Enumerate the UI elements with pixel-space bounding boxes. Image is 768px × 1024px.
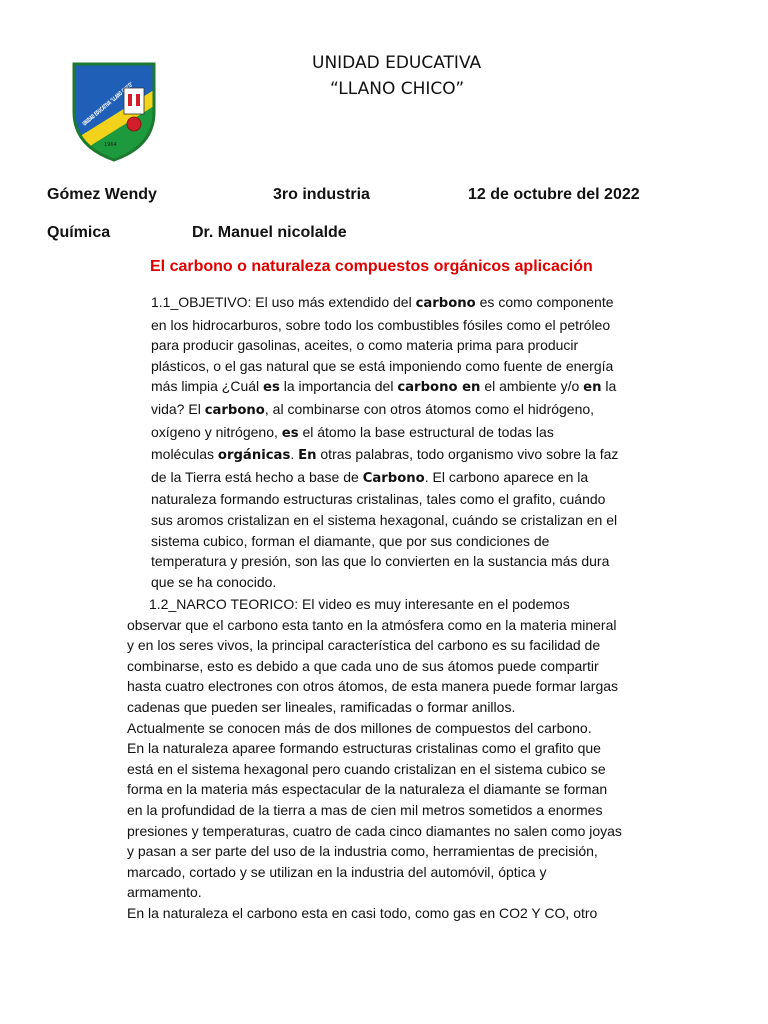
objective-line bbox=[151, 356, 661, 377]
theory-line: combinarse, esto es debido a que cada uno de sus átomos puede compartir bbox=[127, 657, 599, 674]
theory-line: presiones y temperaturas, cuatro de cada cinco diamantes no salen como joyas bbox=[127, 822, 622, 839]
theory-line: hasta cuatro electrones con otros átomos, de esta manera puede formar largas bbox=[127, 678, 619, 695]
theory-line: cadenas que pueden ser lineales, ramificadas o formar anillos. bbox=[127, 698, 516, 715]
objective-line bbox=[151, 467, 661, 490]
school-name bbox=[312, 50, 481, 102]
school-crest-icon bbox=[60, 42, 179, 166]
text-run: . bbox=[290, 446, 299, 463]
document-title: El carbono o naturaleza compuestos orgánicos aplicación bbox=[150, 258, 593, 275]
school-name-line-1: UNIDAD EDUCATIVA bbox=[312, 53, 482, 73]
objective-line bbox=[151, 510, 661, 531]
bold-term: En bbox=[298, 448, 317, 464]
theory-line: En la naturaleza el carbono esta en casi todo, como gas en CO2 Y CO, otro bbox=[127, 904, 598, 921]
objective-line bbox=[151, 399, 661, 422]
text-run: otras palabras, todo organismo vivo sobre la faz bbox=[316, 446, 619, 463]
objective-line bbox=[151, 315, 661, 336]
text-run: naturaleza formando estructuras cristalinas, tales como el grafito, cuándo bbox=[151, 491, 606, 508]
text-run: en los hidrocarburos, sobre todo los combustibles fósiles como el petróleo bbox=[151, 316, 611, 333]
theory-line: en la profundidad de la tierra a mas de cien mil metros sometidos a enormes bbox=[127, 801, 603, 818]
objective-line bbox=[151, 551, 661, 572]
theory-line: marcado, cortado y se utilizan en la industria del automóvil, óptica y bbox=[127, 863, 547, 880]
text-run: de la Tierra está hecho a base de bbox=[151, 468, 363, 485]
text-run: es como componente bbox=[475, 294, 614, 310]
text-run: moléculas bbox=[151, 446, 218, 463]
objective-line bbox=[151, 335, 661, 356]
bold-term: carbono bbox=[204, 402, 265, 418]
theory-line: 1.2_NARCO TEORICO: El video es muy interesante en el podemos bbox=[149, 596, 570, 612]
bold-term: carbono bbox=[415, 296, 476, 311]
objective-line bbox=[151, 444, 661, 467]
text-run: sistema cubico, forman el diamante, que por sus condiciones de bbox=[151, 532, 550, 549]
objective-line bbox=[151, 572, 661, 593]
text-run: , al combinarse con otros átomos como el hidrógeno, bbox=[264, 400, 595, 417]
bold-term: en bbox=[583, 380, 602, 396]
theory-line: y en los seres vivos, la principal característica del carbono es su facilidad de bbox=[127, 637, 601, 654]
theory-line: En la naturaleza aparee formando estructuras cristalinas como el grafito que bbox=[127, 740, 601, 757]
text-run: para producir gasolinas, aceites, o como materia prima para producir bbox=[151, 337, 579, 354]
objective-line bbox=[151, 422, 661, 445]
student-name: Gómez Wendy bbox=[47, 186, 157, 203]
bold-term: es bbox=[281, 425, 299, 441]
course: 3ro industria bbox=[273, 186, 370, 203]
text-run: temperatura y presión, son las que lo convierten en la sustancia más dura bbox=[151, 553, 610, 570]
text-run: que se ha conocido. bbox=[151, 573, 277, 590]
bold-term: carbono en bbox=[397, 380, 481, 396]
theory-line: Actualmente se conocen más de dos millones de compuestos del carbono. bbox=[127, 719, 592, 736]
bold-term: es bbox=[263, 380, 280, 396]
theory-paragraph bbox=[127, 594, 667, 924]
text-run: plásticos, o el gas natural que se está imponiendo como fuente de energía bbox=[151, 357, 614, 374]
text-run: 1.1_OBJETIVO: El uso más extendido del bbox=[151, 294, 416, 310]
text-run: el átomo la base estructural de todas las bbox=[298, 423, 554, 440]
objective-paragraph bbox=[151, 292, 661, 592]
subject: Química bbox=[47, 224, 111, 241]
theory-line: está en el sistema hexagonal pero cuando cristalizan en el sistema cubico se bbox=[127, 760, 606, 777]
logo-ring-text: UNIDAD EDUCATIVA "LLANO CHICO" bbox=[81, 44, 179, 128]
theory-line: y pasan a ser parte del uso de la industria como, herramientas de precisión, bbox=[127, 843, 598, 860]
text-run: el ambiente y/o bbox=[480, 378, 584, 395]
text-run: la importancia del bbox=[279, 378, 398, 395]
theory-line: forma en la materia más espectacular de la naturaleza el diamante se forman bbox=[127, 781, 608, 798]
objective-line bbox=[151, 489, 661, 510]
theory-line: armamento. bbox=[127, 884, 202, 901]
text-run: la bbox=[601, 378, 617, 395]
text-run: . El carbono aparece en la bbox=[424, 468, 589, 485]
logo-year: 1964 bbox=[104, 142, 117, 148]
objective-line bbox=[151, 376, 661, 399]
text-run: vida? El bbox=[151, 400, 205, 417]
date: 12 de octubre del 2022 bbox=[468, 186, 640, 203]
text-run: oxígeno y nitrógeno, bbox=[151, 423, 282, 440]
objective-line bbox=[151, 531, 661, 552]
teacher: Dr. Manuel nicolalde bbox=[192, 224, 347, 241]
bold-term: Carbono bbox=[362, 470, 425, 486]
school-name-line-2: “LLANO CHICO” bbox=[330, 79, 465, 99]
theory-line: observar que el carbono esta tanto en la atmósfera como en la materia mineral bbox=[127, 616, 617, 633]
school-logo bbox=[60, 42, 179, 166]
text-run: sus aromos cristalizan en el sistema hexagonal, cuándo se cristalizan en el bbox=[151, 511, 618, 528]
text-run: más limpia ¿Cuál bbox=[151, 378, 264, 395]
bold-term: orgánicas bbox=[217, 448, 291, 464]
objective-line bbox=[151, 292, 661, 315]
